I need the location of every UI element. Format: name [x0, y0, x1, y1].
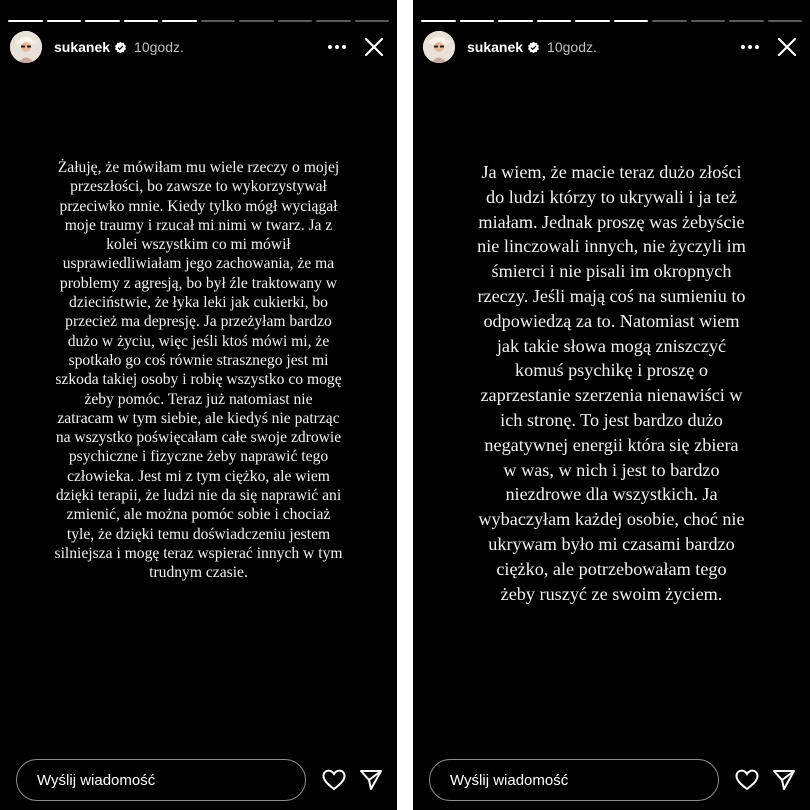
- story-progress-bar: [8, 20, 389, 22]
- like-button[interactable]: [322, 765, 347, 795]
- progress-segment: [201, 20, 236, 22]
- progress-segment: [85, 20, 120, 22]
- message-input[interactable]: [429, 759, 719, 801]
- close-icon: [364, 37, 384, 57]
- more-options-button[interactable]: [323, 33, 351, 61]
- more-dots-icon: [740, 44, 760, 50]
- story-header: [10, 30, 387, 64]
- story-panel-left[interactable]: [0, 0, 397, 810]
- progress-segment: [575, 20, 610, 22]
- story-timestamp: 10godz.: [547, 39, 597, 55]
- story-header: [423, 30, 800, 64]
- send-icon: [359, 769, 383, 791]
- send-icon: [772, 769, 796, 791]
- progress-segment: [8, 20, 43, 22]
- more-options-button[interactable]: [736, 33, 764, 61]
- close-button[interactable]: [774, 34, 800, 60]
- story-text: Ja wiem, że macie teraz dużo złości do ludzi którzy to ukrywali i ja też miałam. Jednak proszę was żebyście nie linczowali innych, nie życzyli im śmierci i nie pisali im okropnych rzeczy. Jeśli mają coś na sumieniu to odpowiedzą za to. Natomiast wiem jak takie słowa mogą zniszczyć komuś psychikę i proszę o zaprzestanie szerzenia nienawiści w ich stronę. To jest bardzo dużo negatywnej energii która się zbiera w was, w nich i jest to bardzo niezdrowe dla wszystkich. Ja wybaczyłam każdej osobie, choć nie ukrywam było mi czasami bardzo ciężko, ale potrzebowałam tego żeby ruszyć ze swoim życiem.: [477, 162, 746, 604]
- progress-segment: [498, 20, 533, 22]
- panel-divider: [397, 0, 413, 810]
- username[interactable]: sukanek: [54, 39, 111, 55]
- progress-segment: [768, 20, 803, 22]
- story-text: Żałuję, że mówiłam mu wiele rzeczy o mojej przeszłości, bo zawsze to wykorzystywał przeciwko mnie. Kiedy tylko mógł wyciągał moje traumy i rzucał mi nimi w twarz. Ja z kolei wszystkim co mi mówił usprawiedliwiałam jego zachowania, że ma problemy z agresją, bo był źle traktowany w dzieciństwie, że łyka leki jak cukierki, bo przecież ma depresję. Ja przeżyłam bardzo dużo w życiu, więc jeśli ktoś mówi mi, że spotkało go coś równie strasznego jest mi szkoda takiej osoby i robię wszystko co mogę żeby pomóc. Teraz już natomiast nie zatracam w tym siebie, ale kiedyś nie patrząc na wszystko poświęcałam całe swoje zdrowie psychiczne i fizyczne żeby naprawić tego człowieka. Jest mi z tym ciężko, ale wiem dzięki terapii, że ludzi nie da się naprawić ani zmienić, ale można pomóc sobie i chociaż tyle, że dzięki temu doświadczeniu jestem silniejsza i mogę teraz wspierać innych w tym trudnym czasie.: [54, 159, 343, 582]
- progress-segment: [278, 20, 313, 22]
- progress-segment: [124, 20, 159, 22]
- story-footer: [16, 758, 383, 802]
- progress-segment: [355, 20, 390, 22]
- more-dots-icon: [327, 44, 347, 50]
- progress-segment: [691, 20, 726, 22]
- send-button[interactable]: [359, 765, 384, 795]
- message-input[interactable]: [16, 759, 306, 801]
- close-button[interactable]: [361, 34, 387, 60]
- close-icon: [777, 37, 797, 57]
- story-footer: [429, 758, 796, 802]
- progress-segment: [421, 20, 456, 22]
- send-button[interactable]: [772, 765, 797, 795]
- avatar[interactable]: [423, 31, 455, 63]
- progress-segment: [729, 20, 764, 22]
- progress-segment: [162, 20, 197, 22]
- progress-segment: [652, 20, 687, 22]
- like-button[interactable]: [735, 765, 760, 795]
- username[interactable]: sukanek: [467, 39, 524, 55]
- progress-segment: [460, 20, 495, 22]
- heart-icon: [322, 769, 346, 791]
- heart-icon: [735, 769, 759, 791]
- progress-segment: [537, 20, 572, 22]
- avatar[interactable]: [10, 31, 42, 63]
- progress-segment: [614, 20, 649, 22]
- story-timestamp: 10godz.: [134, 39, 184, 55]
- verified-badge-icon: [114, 41, 127, 54]
- story-panel-right[interactable]: [413, 0, 810, 810]
- progress-segment: [47, 20, 82, 22]
- story-progress-bar: [421, 20, 802, 22]
- progress-segment: [316, 20, 351, 22]
- progress-segment: [239, 20, 274, 22]
- verified-badge-icon: [527, 41, 540, 54]
